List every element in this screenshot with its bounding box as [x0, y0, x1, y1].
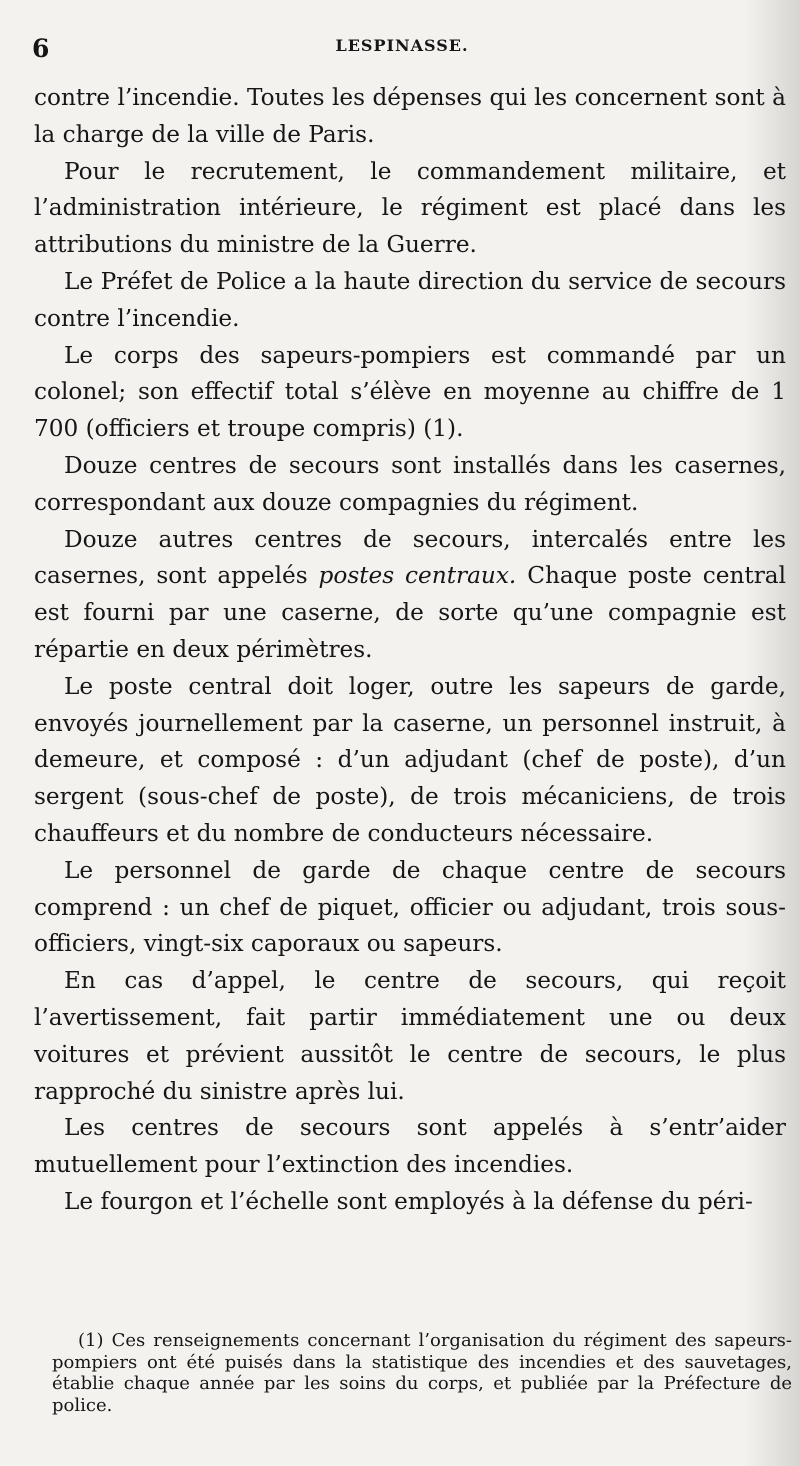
footnote	[52, 1330, 792, 1416]
paragraph-1: contre l’incendie. Toutes les dépenses qui les concernent sont à la charge de la ville de Paris.	[34, 84, 786, 148]
paragraph-6	[34, 522, 786, 669]
paragraph-9: En cas d’appel, le centre de secours, qui reçoit l’avertissement, fait partir immédiatement une ou deux voitures et prévient aussitôt le centre de secours, le plus rapproché du sinistre après lui.	[34, 967, 786, 1105]
paragraph-5: Douze centres de secours sont installés dans les casernes, correspondant aux douze compagnies du régiment.	[34, 451, 786, 516]
paragraph-4: Le corps des sapeurs-pompiers est commandé par un colonel; son effectif total s’élève en moyenne au chiffre de 1 700 (officiers et troupe compris) (1).	[34, 341, 786, 443]
paragraph-6-start: Douze autres centres de secours, intercalés entre les casernes, sont appelés	[34, 525, 786, 590]
paragraph-6-italic-term: postes centraux.	[318, 562, 517, 590]
paragraph-10: Les centres de secours sont appelés à s’entr’aider mutuellement pour l’extinction des incendies.	[34, 1114, 786, 1179]
paragraph-6-end: Chaque poste central est fourni par une caserne, de sorte qu’une compagnie est répartie en deux périmètres.	[34, 562, 787, 663]
body-text	[34, 80, 786, 1221]
page-number: 6	[32, 34, 50, 63]
running-head	[32, 34, 772, 62]
paragraph-8: Le personnel de garde de chaque centre de secours comprend : un chef de piquet, officier ou adjudant, trois sous-officiers, vingt-six caporaux ou sapeurs.	[34, 856, 786, 958]
paragraph-2: Pour le recrutement, le commandement militaire, et l’administration intérieure, le régiment est placé dans les attributions du ministre de la Guerre.	[34, 157, 786, 259]
paragraph-7: Le poste central doit loger, outre les sapeurs de garde, envoyés journellement par la caserne, un personnel instruit, à demeure, et composé : d’un adjudant (chef de poste), d’un sergent (sous-chef de poste), de trois mécaniciens, de trois chauffeurs et du nombre de conducteurs nécessaire.	[34, 672, 786, 847]
paragraph-11: Le fourgon et l’échelle sont employés à la défense du péri-	[64, 1187, 753, 1215]
paragraph-3: Le Préfet de Police a la haute direction du service de secours contre l’incendie.	[34, 267, 786, 332]
footnote-text: (1) Ces renseignements concernant l’organisation du régiment des sapeurs-pompiers ont été puisés dans la statistique des incendies et des sauvetages, établie chaque année par les soins du corps, et publiée par la Préfecture de police.	[52, 1330, 792, 1416]
running-title: LESPINASSE.	[335, 36, 469, 55]
